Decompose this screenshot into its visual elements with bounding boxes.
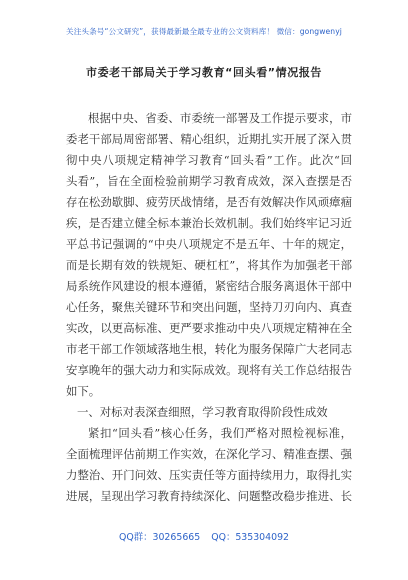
body-line: 全面梳理评估前期工作实效，在深化学习、精准查摆、强: [66, 447, 352, 461]
document-title: 市委老干部局关于学习教育“回头看”情况报告: [85, 66, 323, 79]
body-line: 局系统作风建设的根本遵循，紧密结合服务离退休干部中: [66, 279, 352, 293]
body-line: 疾，是否建立健全标本兼治长效机制。我们始终牢记习近: [66, 216, 352, 230]
document-body: [66, 108, 352, 507]
body-line: 而是长期有效的铁规矩、硬杠杠”，将其作为加强老干部: [66, 258, 352, 272]
body-line: 委老干部局周密部署、精心组织，近期扎实开展了深入贯: [66, 132, 352, 146]
body-line: 市老干部工作领域落地生根，转化为服务保障广大老同志: [66, 342, 352, 356]
body-line: 进展，呈现出学习教育持续深化、问题整改稳步推进、长: [66, 489, 352, 503]
body-line: 安享晚年的强大动力和实际成效。现将有关工作总结报告: [66, 363, 352, 377]
body-line: 彻中央八项规定精神学习教育“回头看”工作。此次“回: [66, 153, 352, 167]
header-promo-note: 关注头条号“公文研究”，获得最新最全最专业的公文资料库！ 微信：gongwenyj: [66, 27, 342, 36]
body-line: 力整治、开门问效、压实责任等方面持续用力，取得扎实: [66, 468, 352, 482]
body-line: 实改，以更高标准、更严要求推动中央八项规定精神在全: [66, 321, 352, 335]
body-line: 紧扣“回头看”核心任务，我们严格对照检视标准，: [88, 426, 352, 440]
body-line: 头看”，旨在全面检验前期学习教育成效，深入查摆是否: [66, 174, 352, 188]
section-heading: 一、对标对表深查细照，学习教育取得阶段性成效: [77, 405, 328, 419]
body-line: 根据中央、省委、市委统一部署及工作提示要求，市: [88, 111, 352, 125]
body-line: 平总书记强调的“中央八项规定不是五年、十年的规定，: [66, 237, 352, 251]
body-line: 存在松劲歇脚、疲劳厌战情绪，是否有效解决作风顽瘴痼: [66, 195, 352, 209]
body-line: 如下。: [66, 384, 101, 398]
footer-contact-note: QQ群：30265665 QQ：535304092: [118, 532, 290, 543]
body-line: 心任务，聚焦关键环节和突出问题，坚持刀刃向内、真查: [66, 300, 352, 314]
